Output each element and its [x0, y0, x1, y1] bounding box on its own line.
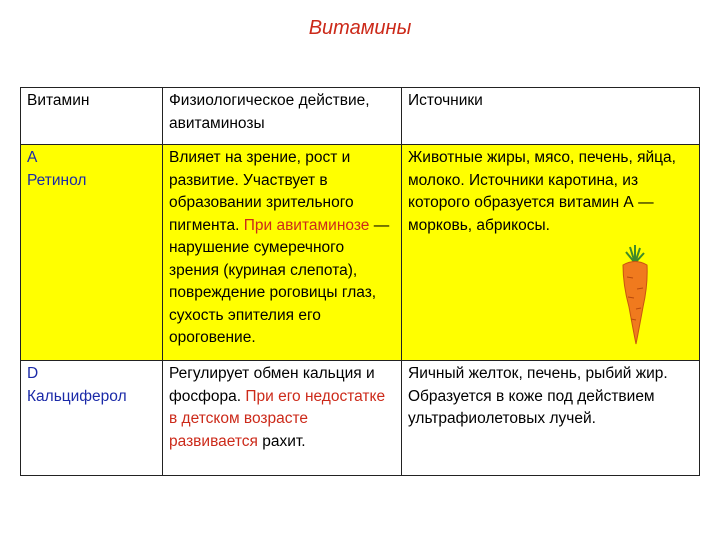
- header-action: Физиологическое действие, авитаминозы: [163, 88, 402, 145]
- action-highlight: При авитаминозе: [243, 216, 370, 234]
- carrot-image: [617, 245, 653, 345]
- action-text: Влияет на зрение, рост и развитие. Участвует в образовании зрительного пигмента.: [169, 149, 354, 234]
- action-highlight: При его недостатке в детском возрасте развивается: [169, 387, 386, 450]
- table-row-vitamin-d: [21, 361, 700, 476]
- header-sources: Источники: [402, 88, 700, 145]
- vitamin-cell: [21, 361, 163, 476]
- action-text-rest: — нарушение сумеречного зрения (куриная слепота), повреждение роговицы глаз, сухость эпителия его ороговение.: [169, 216, 390, 346]
- vitamin-name: Ретинол: [27, 171, 87, 189]
- sources-text: Животные жиры, мясо, печень, яйца, молоко. Источники каротина, из которого образуется витамин А — морковь, абрикосы.: [408, 149, 676, 234]
- vitamin-letter: A: [27, 149, 38, 166]
- action-text: Регулирует обмен кальция и фосфора.: [169, 365, 375, 405]
- vitamin-name: Кальциферол: [27, 387, 127, 405]
- vitamins-table: [20, 87, 700, 476]
- sources-cell: [402, 361, 700, 476]
- sources-cell: [402, 145, 700, 361]
- header-vitamin: Витамин: [21, 88, 163, 145]
- page-title: Витамины: [308, 17, 412, 39]
- action-text-rest: рахит.: [262, 432, 306, 450]
- vitamin-letter: D: [27, 365, 39, 382]
- table-header-row: [21, 88, 700, 145]
- action-cell: [163, 361, 402, 476]
- action-cell: [163, 145, 402, 361]
- table-row-vitamin-a: [21, 145, 700, 361]
- sources-text: Яичный желток, печень, рыбий жир. Образуется в коже под действием ультрафиолетовых лучей.: [408, 365, 668, 427]
- vitamin-cell: [21, 145, 163, 361]
